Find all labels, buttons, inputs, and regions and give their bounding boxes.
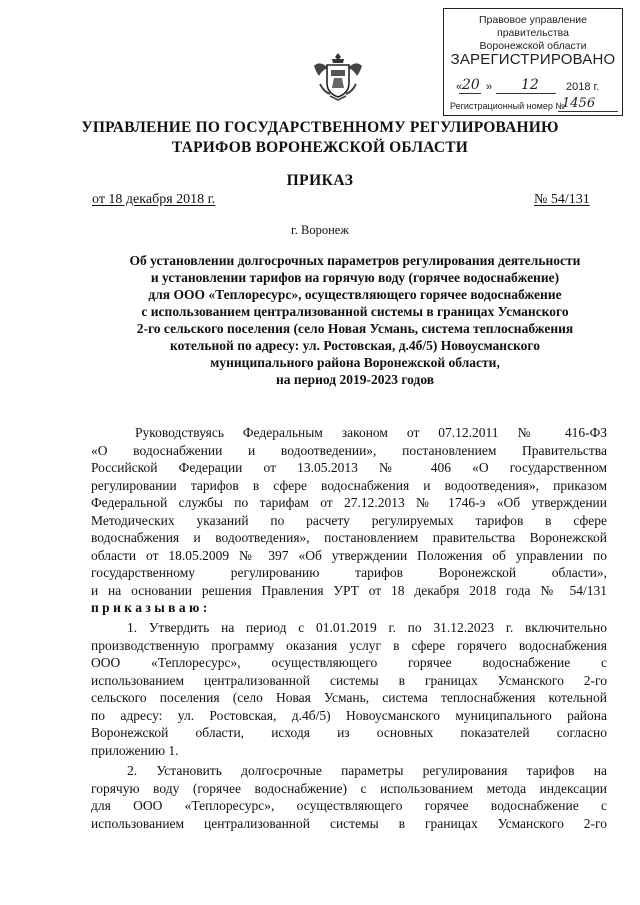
subject-line: 2-го сельского поселения (село Новая Усмань, система теплоснабжения — [136, 321, 574, 336]
preamble-line: Руководствуясь Федеральным законом от 07.12.2011 № 416-ФЗ — [135, 425, 607, 440]
subject-line: муниципального района Воронежской области, — [210, 355, 500, 370]
stamp-month: 12 — [521, 77, 539, 93]
subject-line: котельной по адресу: ул. Ростовская, д.4б/5) Новоусманского — [170, 338, 540, 353]
stamp-registration — [450, 96, 618, 115]
item-1-line: производственную программу оказания услуг в сфере горячего водоснабжения — [91, 637, 607, 653]
item-1-line: использованием централизованной системы в границах Усманского 2-го — [91, 672, 607, 688]
stamp-date — [456, 77, 614, 95]
document-type-title: ПРИКАЗ — [286, 172, 354, 189]
item-2-line: для ООО «Теплоресурс», осуществляющего горячее водоснабжение с — [91, 798, 607, 813]
preamble-line: государственному регулированию тарифов Воронежской области», — [91, 565, 607, 580]
order-number — [534, 192, 590, 208]
item-1-line: Воронежской области, исходя из основных показателей согласно — [91, 725, 607, 740]
stamp-authority — [444, 14, 622, 53]
organization-heading — [20, 118, 620, 158]
organization-line1: УПРАВЛЕНИЕ ПО ГОСУДАРСТВЕННОМУ РЕГУЛИРОВАНИЮ — [81, 119, 559, 136]
order-number-text: № 54/131 — [534, 192, 590, 207]
preamble-paragraph — [91, 424, 607, 617]
stamp-reg-number: 1456 — [562, 96, 596, 111]
city-name: г. Воронеж — [291, 223, 349, 237]
item-1-line: 1. Утвердить на период с 01.01.2019 г. по 31.12.2023 г. включительно — [127, 620, 607, 635]
stamp-registered-label: ЗАРЕГИСТРИРОВАНО — [450, 51, 616, 68]
item-1-line: ООО «Теплоресурс», осуществляющего горячее водоснабжение с — [91, 655, 607, 670]
order-date — [92, 192, 215, 208]
stamp-year: 2018 г. — [566, 81, 600, 93]
item-2-line: 2. Установить долгосрочные параметры регулирования тарифов на — [127, 763, 607, 778]
subject-line: с использованием централизованной системы в границах Усманского — [141, 304, 569, 319]
subject-line: и установлении тарифов на горячую воду (горячее водоснабжение) — [150, 270, 560, 285]
preamble-line: Федеральной службы по тарифам от 27.12.2013 № 1746-э «Об утверждении — [91, 495, 607, 510]
coat-of-arms-icon — [310, 50, 366, 102]
stamp-reg-label: Регистрационный номер № — [450, 101, 566, 111]
stamp-reg-underline — [558, 111, 618, 112]
item-1-line: по адресу: ул. Ростовская, д.4б/5) Новоусманского муниципального района — [91, 707, 607, 723]
stamp-authority-line1: Правовое управление правительства — [478, 14, 587, 39]
stamp-quote-open: « — [456, 81, 463, 93]
order-subject — [90, 252, 620, 388]
stamp-day: 20 — [462, 77, 480, 93]
preamble-line: «О водоснабжении и водоотведении», постановлением Правительства — [91, 442, 607, 458]
order-date-text: от 18 декабря 2018 г. — [92, 192, 216, 207]
item-2-line: горячую воду (горячее водоснабжение) с использованием метода индексации — [91, 780, 607, 796]
stamp-quote-close: » — [486, 81, 493, 93]
item-1-paragraph — [91, 619, 607, 759]
item-2-line: использованием централизованной системы в границах Усманского 2-го — [91, 815, 607, 831]
preamble-line: области от 18.05.2009 № 397 «Об утверждении Положения об управлении по — [91, 547, 607, 563]
preamble-line: Российской Федерации от 13.05.2013 № 406 «О государственном — [91, 460, 607, 475]
preamble-line: Методических указаний по расчету регулируемых тарифов в сфере — [91, 512, 607, 528]
item-1-line: приложению 1. — [91, 742, 179, 758]
preamble-line: водоснабжения и водоотведения», постановлением правительства Воронежской — [91, 530, 607, 545]
stamp-month-underline — [496, 93, 556, 94]
item-2-paragraph — [91, 762, 607, 832]
preamble-line: и на основании решения Правления УРТ от 18 декабря 2018 года № 54/131 — [91, 582, 607, 598]
organization-line2: ТАРИФОВ ВОРОНЕЖСКОЙ ОБЛАСТИ — [171, 139, 469, 156]
command-word: приказываю: — [91, 600, 211, 615]
stamp-day-underline — [459, 93, 481, 94]
subject-line: на период 2019-2023 годов — [275, 372, 435, 387]
subject-line: для ООО «Теплоресурс», осуществляющего горячее водоснабжение — [148, 287, 562, 302]
stamp-authority-line2: Воронежской области — [479, 40, 587, 52]
item-1-line: сельского поселения (село Новая Усмань, система теплоснабжения котельной — [91, 690, 607, 705]
subject-line: Об установлении долгосрочных параметров регулирования деятельности — [129, 253, 581, 268]
registration-stamp — [443, 8, 623, 116]
preamble-line: регулировании тарифов в сфере водоснабжения и водоотведения», приказом — [91, 477, 607, 493]
